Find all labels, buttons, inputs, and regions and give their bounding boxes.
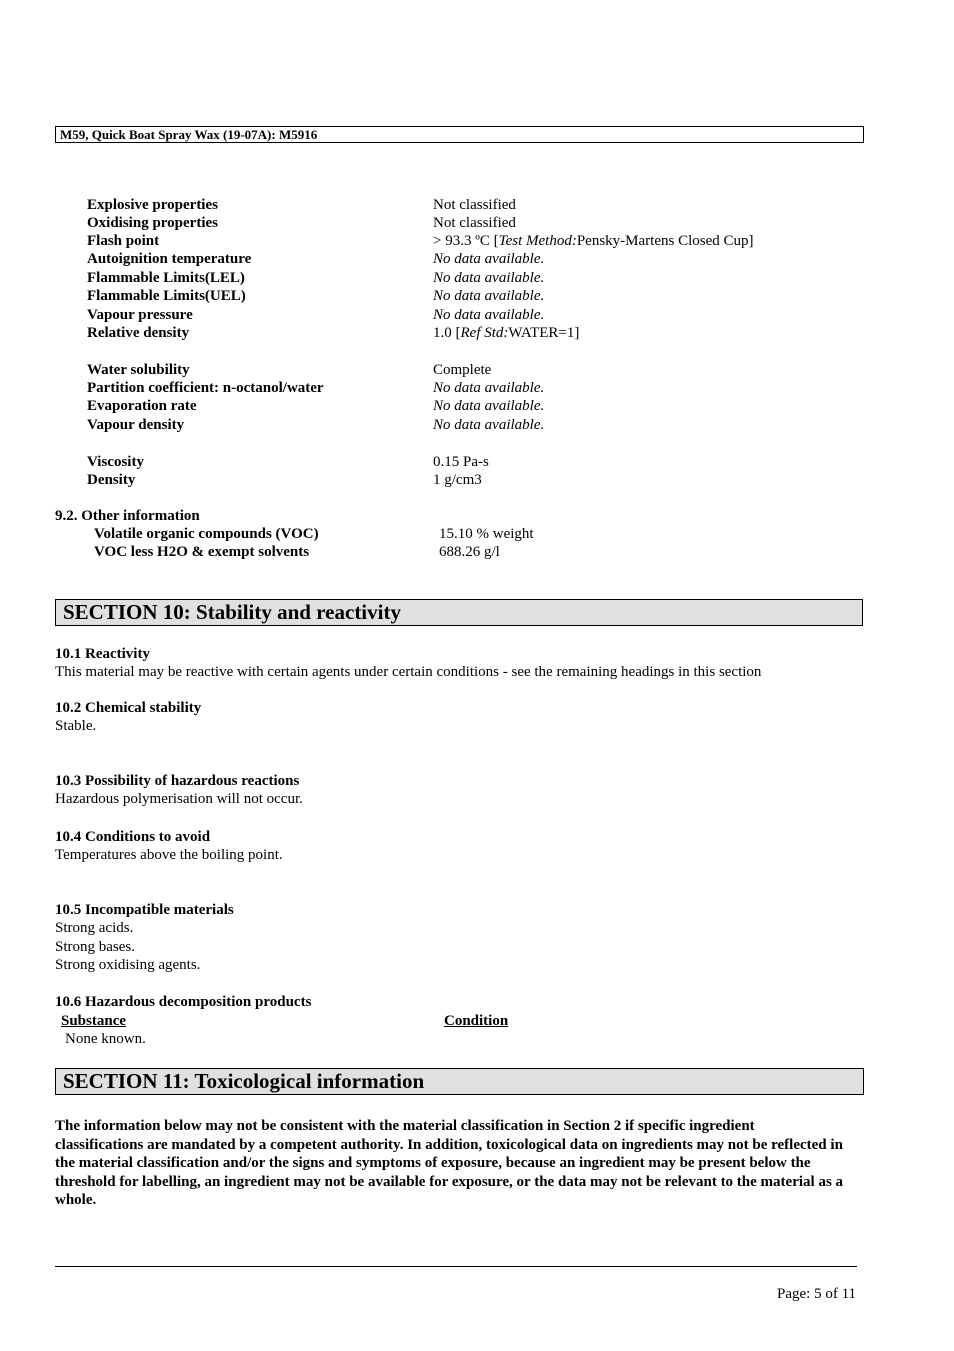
stability-text: Stable.	[55, 718, 97, 734]
property-value: 0.15 Pa-s	[433, 454, 489, 470]
voc-value: 15.10 % weight	[439, 526, 534, 542]
voc-less-value: 688.26 g/l	[439, 544, 500, 560]
incompatible-item: Strong acids.	[55, 920, 134, 936]
document-header: M59, Quick Boat Spray Wax (19-07A): M5916	[55, 126, 864, 143]
decomposition-heading: 10.6 Hazardous decomposition products	[55, 994, 312, 1010]
property-label: Flash point	[87, 233, 160, 249]
property-label: Flammable Limits(LEL)	[87, 270, 245, 286]
voc-less-label: VOC less H2O & exempt solvents	[94, 544, 310, 560]
property-label: Viscosity	[87, 454, 144, 470]
section-11-intro: The information below may not be consistent with the material classification in Section 2 if specific ingredient classifications are mandated by a competent authority. In addition, toxicological data on ingredients may not be reflected in the material classification and/or the signs and symptoms of exposure, because an ingredient may be present below the threshold for labelling, an ingredient may not be available for exposure, or the data may not be relevant to the material as a whole.	[55, 1118, 844, 1209]
substance-column-header: Substance	[61, 1013, 127, 1029]
property-label: Oxidising properties	[87, 215, 218, 231]
property-label: Vapour density	[87, 417, 185, 433]
reactivity-heading: 10.1 Reactivity	[55, 646, 150, 662]
property-value: Not classified	[433, 215, 516, 231]
section-10-title: SECTION 10: Stability and reactivity	[55, 599, 863, 626]
property-value: No data available.	[433, 398, 545, 414]
decomposition-value: None known.	[65, 1031, 146, 1047]
incompatible-item: Strong bases.	[55, 939, 135, 955]
property-value: Not classified	[433, 197, 516, 213]
property-value: 1 g/cm3	[433, 472, 482, 488]
conditions-heading: 10.4 Conditions to avoid	[55, 829, 211, 845]
reactivity-text: This material may be reactive with certain agents under certain conditions - see the remaining headings in this section	[55, 664, 762, 680]
property-value: No data available.	[433, 417, 545, 433]
property-value: > 93.3 ºC [Test Method:Pensky-Martens Closed Cup]	[433, 233, 754, 249]
property-label: Evaporation rate	[87, 398, 197, 414]
property-label: Water solubility	[87, 362, 190, 378]
incompatible-item: Strong oxidising agents.	[55, 957, 201, 973]
property-label: Vapour pressure	[87, 307, 193, 323]
condition-column-header: Condition	[444, 1013, 509, 1029]
other-info-heading: 9.2. Other information	[55, 508, 200, 524]
property-value: No data available.	[433, 380, 545, 396]
property-value: No data available.	[433, 288, 545, 304]
property-label: Density	[87, 472, 136, 488]
stability-heading: 10.2 Chemical stability	[55, 700, 202, 716]
hazardous-reactions-heading: 10.3 Possibility of hazardous reactions	[55, 773, 300, 789]
conditions-text: Temperatures above the boiling point.	[55, 847, 283, 863]
property-label: Flammable Limits(UEL)	[87, 288, 246, 304]
property-value: 1.0 [Ref Std:WATER=1]	[433, 325, 580, 341]
property-label: Partition coefficient: n-octanol/water	[87, 380, 324, 396]
property-label: Relative density	[87, 325, 190, 341]
property-label: Explosive properties	[87, 197, 218, 213]
section-11-title: SECTION 11: Toxicological information	[55, 1068, 864, 1095]
incompatible-heading: 10.5 Incompatible materials	[55, 902, 234, 918]
property-label: Autoignition temperature	[87, 251, 252, 267]
voc-label: Volatile organic compounds (VOC)	[94, 526, 319, 542]
page-number: Page: 5 of 11	[777, 1286, 857, 1302]
footer-divider	[55, 1266, 857, 1267]
hazardous-reactions-text: Hazardous polymerisation will not occur.	[55, 791, 303, 807]
property-value: No data available.	[433, 270, 545, 286]
property-value: No data available.	[433, 307, 545, 323]
property-value: Complete	[433, 362, 492, 378]
property-value: No data available.	[433, 251, 545, 267]
